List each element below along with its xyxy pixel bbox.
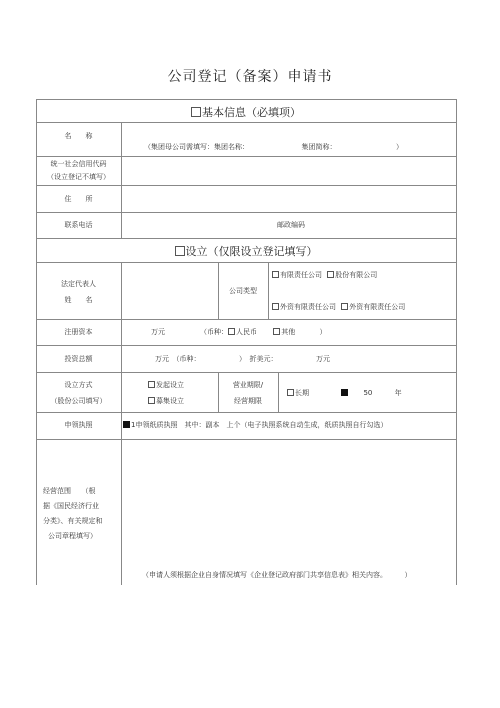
checkbox-icon[interactable] xyxy=(175,246,185,256)
term-label: 营业期限/ xyxy=(232,381,264,389)
frame-left-border xyxy=(36,99,37,585)
checkbox-icon[interactable] xyxy=(272,303,279,310)
legal-rep-label: 法定代表人 xyxy=(61,280,96,288)
phone-field[interactable] xyxy=(122,213,262,238)
currency-prefix: （币种： xyxy=(200,328,228,336)
option-initiation: 发起设立 xyxy=(156,381,184,389)
option-rmb: 人民币 xyxy=(236,328,257,336)
option-foreign-llc: 外资有限责任公司 xyxy=(280,303,336,311)
checkbox-icon[interactable] xyxy=(287,389,294,396)
column-divider xyxy=(268,262,269,319)
checkbox-icon[interactable] xyxy=(327,271,334,278)
row-divider xyxy=(36,319,456,320)
method-option-raising xyxy=(148,397,184,406)
scope-footnote: （申请人须根据企业自身情况填写《企业登记政府部门共享信息表》相关内容。 ） xyxy=(142,571,412,579)
column-divider xyxy=(218,372,219,412)
row-divider xyxy=(36,412,456,413)
scope-label-line1: 经营范围 （根 xyxy=(43,487,96,495)
company-type-options-row1 xyxy=(272,271,377,280)
term-years[interactable]: 50 xyxy=(363,389,373,397)
name-label: 名 称 xyxy=(64,132,93,140)
option-raising: 募集设立 xyxy=(156,397,184,405)
row-divider xyxy=(36,262,456,263)
method-option-initiation xyxy=(148,381,184,390)
postal-code-label: 邮政编码 xyxy=(277,221,305,229)
capital-unit: 万元 xyxy=(151,328,165,336)
section-basic-info xyxy=(36,104,456,120)
row-divider xyxy=(36,238,456,239)
row-divider xyxy=(36,345,456,346)
option-other-currency: 其他 xyxy=(281,328,296,336)
section-basic-info-title: 基本信息（必填项） xyxy=(202,106,301,119)
option-llc: 有限责任公司 xyxy=(280,271,322,279)
checkbox-icon[interactable] xyxy=(148,397,155,404)
row-divider xyxy=(36,99,456,100)
term-options xyxy=(287,389,402,398)
option-long-term: 长期 xyxy=(295,389,309,397)
currency-close: ） xyxy=(319,328,327,336)
investment-text: 万元 （币种： ） 折美元： 万元 xyxy=(155,355,330,363)
legal-rep-sublabel: 姓 名 xyxy=(64,296,93,304)
scope-label-line3: 分类》、有关规定和 xyxy=(43,517,103,525)
page-title: 公司登记（备案）申请书 xyxy=(167,69,333,85)
legal-rep-name-field[interactable] xyxy=(122,263,217,319)
credit-code-sublabel: （设立登记不填写） xyxy=(47,173,110,181)
investment-label: 投资总额 xyxy=(64,355,93,363)
checkbox-icon[interactable] xyxy=(228,328,235,335)
section-establishment-title: 设立（仅限设立登记填写） xyxy=(185,245,318,258)
term-year-unit: 年 xyxy=(394,389,402,397)
method-sublabel: （股份公司填写） xyxy=(50,397,107,405)
frame-right-border xyxy=(456,99,457,585)
scope-label-line4: 公司章程填写） xyxy=(48,532,97,540)
phone-label: 联系电话 xyxy=(64,221,93,229)
checked-box-icon[interactable] xyxy=(341,389,348,396)
row-divider xyxy=(36,372,456,373)
checkbox-icon[interactable] xyxy=(191,107,201,117)
checkbox-icon[interactable] xyxy=(341,303,348,310)
section-establishment xyxy=(36,243,456,259)
checkbox-icon[interactable] xyxy=(272,271,279,278)
business-scope-field[interactable] xyxy=(122,440,455,568)
company-type-label: 公司类型 xyxy=(229,287,257,295)
license-text-content: 1申领纸质执照 其中：副本 上个（电子执照系统自动生成，纸质执照自行勾选） xyxy=(131,421,388,429)
address-label: 住 所 xyxy=(64,195,93,203)
column-divider xyxy=(278,372,279,412)
term-sublabel: 经营期限 xyxy=(234,397,262,405)
capital-currency xyxy=(200,328,326,337)
name-field[interactable] xyxy=(122,123,455,156)
option-joint-stock: 股份有限公司 xyxy=(335,271,378,279)
checked-box-icon[interactable] xyxy=(123,421,130,428)
method-label: 设立方式 xyxy=(64,381,93,389)
checkbox-icon[interactable] xyxy=(273,328,280,335)
postal-code-field[interactable] xyxy=(316,213,455,238)
credit-code-field[interactable] xyxy=(122,157,455,185)
license-text xyxy=(123,421,387,430)
application-form xyxy=(36,99,456,585)
address-field[interactable] xyxy=(122,186,455,212)
credit-code-label: 统一社会信用代码 xyxy=(50,160,107,168)
group-name-note: （集团母公司需填写：集团名称： 集团简称： ） xyxy=(144,143,403,151)
scope-label-line2: 据《国民经济行业 xyxy=(43,502,99,510)
option-foreign-llc-2: 外资有限责任公司 xyxy=(349,303,406,311)
company-type-options-row2 xyxy=(272,303,405,312)
capital-label: 注册资本 xyxy=(64,328,93,336)
license-label: 申领执照 xyxy=(64,421,93,429)
checkbox-icon[interactable] xyxy=(148,381,155,388)
